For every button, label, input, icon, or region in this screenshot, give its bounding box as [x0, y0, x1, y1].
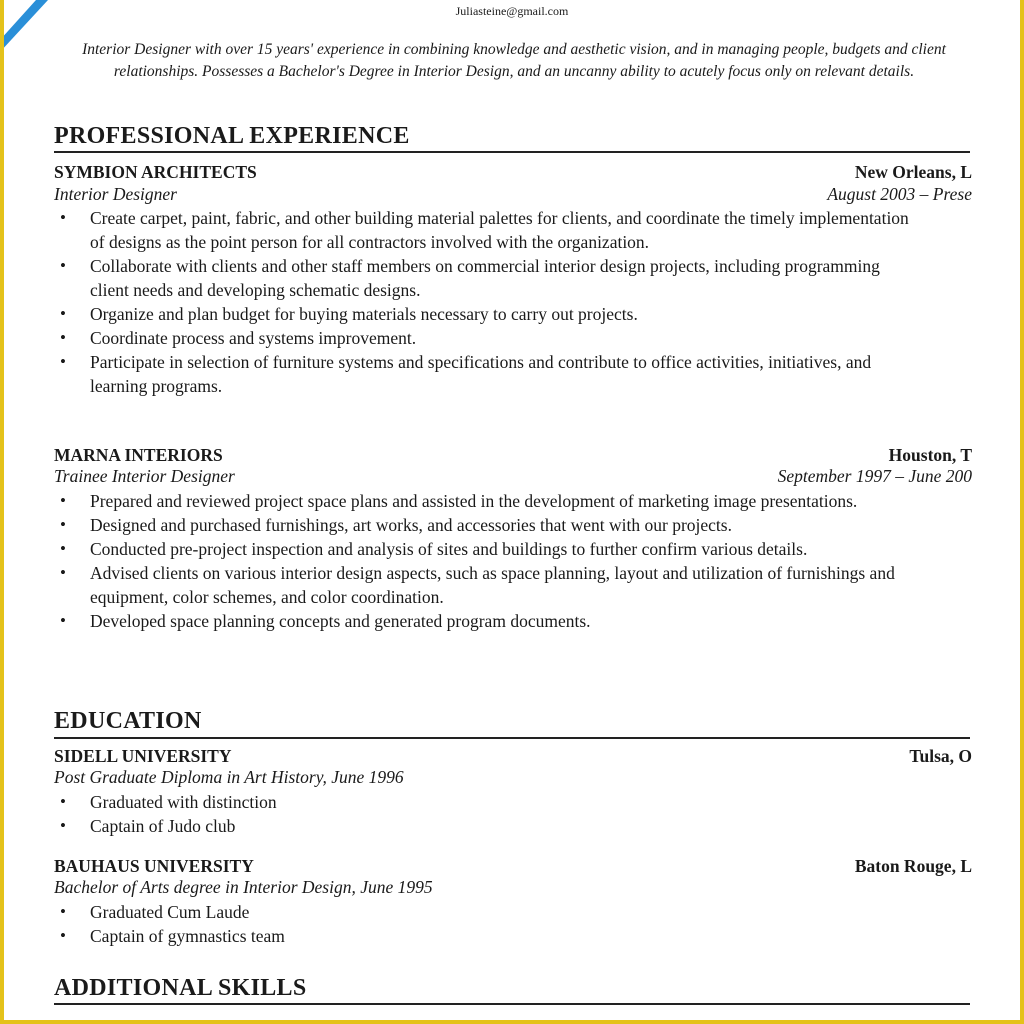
school-subheader [54, 767, 972, 789]
job-location: Houston, T [888, 445, 972, 465]
list-item: • Designed and purchased furnishings, art works, and accessories that went with our projects. [54, 513, 914, 537]
employer-name: MARNA INTERIORS [54, 445, 223, 465]
degree-title: Bachelor of Arts degree in Interior Design, June 1995 [54, 877, 433, 897]
list-item: • Coordinate process and systems improvement. [54, 326, 914, 350]
school-location: Tulsa, O [909, 746, 972, 766]
section-title-skills: ADDITIONAL SKILLS [54, 975, 307, 1001]
school-location: Baton Rouge, L [854, 856, 972, 876]
list-item: • Collaborate with clients and other staff members on commercial interior design projects, including programming client needs and developing schematic designs. [54, 254, 914, 302]
job-dates: September 1997 – June 200 [777, 466, 972, 486]
list-item: • Participate in selection of furniture systems and specifications and contribute to office activities, initiatives, and learning programs. [54, 350, 914, 398]
school-subheader [54, 877, 972, 899]
contact-email: Juliasteine@gmail.com [455, 4, 569, 18]
section-rule [54, 151, 970, 153]
school-name: BAUHAUS UNIVERSITY [54, 856, 254, 876]
list-item: • Graduated with distinction [54, 790, 914, 814]
list-item: • Conducted pre-project inspection and analysis of sites and buildings to further confirm various details. [54, 537, 914, 561]
section-rule [54, 737, 970, 739]
employer-name: SYMBION ARCHITECTS [54, 162, 257, 182]
job-title: Interior Designer [54, 184, 177, 204]
list-item: • Captain of gymnastics team [54, 924, 914, 948]
list-item: • Captain of Judo club [54, 814, 914, 838]
list-item: • Advised clients on various interior design aspects, such as space planning, layout and utilization of furnishings and equipment, color schemes, and color coordination. [54, 561, 914, 609]
school-name: SIDELL UNIVERSITY [54, 746, 232, 766]
job-header [54, 445, 972, 467]
job-location: New Orleans, L [854, 162, 972, 182]
list-item: • Prepared and reviewed project space plans and assisted in the development of marketing image presentations. [54, 489, 914, 513]
job-duties-list [54, 206, 914, 398]
school-achievements-list [54, 900, 914, 948]
job-header [54, 162, 972, 184]
resume-page [4, 0, 1020, 1020]
job-subheader [54, 184, 972, 206]
job-duties-list [54, 489, 914, 633]
job-title: Trainee Interior Designer [54, 466, 235, 486]
school-achievements-list [54, 790, 914, 838]
list-item: • Organize and plan budget for buying materials necessary to carry out projects. [54, 302, 914, 326]
section-title-education: EDUCATION [54, 708, 202, 734]
section-title-experience: PROFESSIONAL EXPERIENCE [54, 123, 410, 149]
school-header [54, 746, 972, 768]
list-item: • Developed space planning concepts and generated program documents. [54, 609, 914, 633]
school-header [54, 856, 972, 878]
job-dates: August 2003 – Prese [827, 184, 972, 204]
job-subheader [54, 466, 972, 488]
list-item: • Graduated Cum Laude [54, 900, 914, 924]
profile-summary: Interior Designer with over 15 years' experience in combining knowledge and aesthetic vision, and in managing people, budgets and client relationships. Possesses a Bachelor's Degree in Interior Design, and an uncanny ability to acutely focus only on relevant details. [82, 41, 946, 80]
list-item: • Create carpet, paint, fabric, and other building material palettes for clients, and coordinate the timely implementation of designs as the point person for all contractors involved with the organization. [54, 206, 914, 254]
degree-title: Post Graduate Diploma in Art History, June 1996 [54, 767, 404, 787]
section-rule [54, 1003, 970, 1005]
